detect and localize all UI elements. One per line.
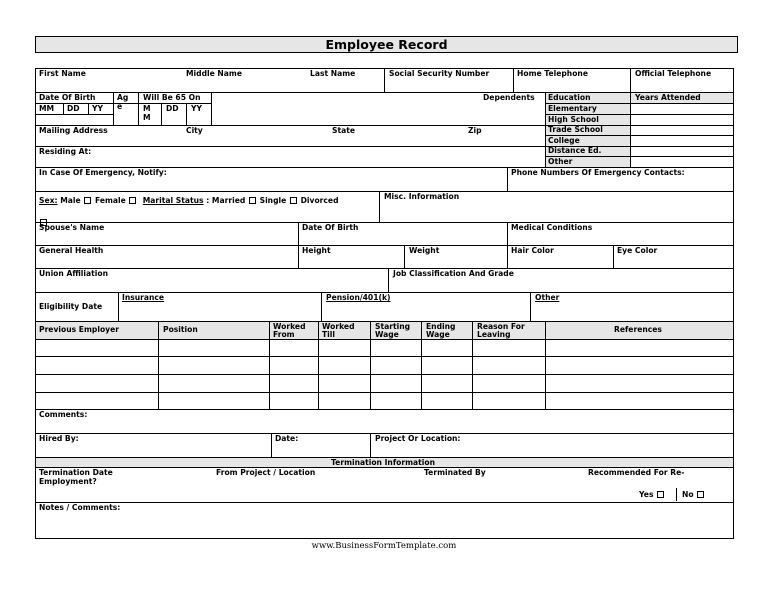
dependents-label: Dependents: [483, 93, 535, 102]
table-header-starting-wage-line2: Wage: [375, 330, 399, 339]
zip-label: Zip: [468, 126, 482, 135]
table-header-previous-employer: Previous Employer: [39, 325, 120, 334]
residing-at-label: Residing At:: [39, 147, 92, 156]
footer-website: www.BusinessFormTemplate.com: [311, 541, 457, 551]
divorced-label: Divorced: [300, 196, 339, 205]
recommended-label: Recommended For Re-: [588, 468, 685, 477]
sex-label: Sex:: [39, 196, 58, 205]
will-be-65-dd-label: DD: [166, 104, 179, 113]
table-header-ending-wage-line1: Ending: [426, 322, 456, 331]
spouse-dob-label: Date Of Birth: [302, 223, 359, 232]
hired-by-label: Hired By:: [39, 434, 79, 443]
table-header-worked-till-line2: Till: [322, 330, 335, 339]
female-checkbox[interactable]: [129, 197, 136, 204]
notes-comments-label: Notes / Comments:: [39, 503, 121, 512]
medical-conditions-label: Medical Conditions: [511, 223, 593, 232]
general-health-label: General Health: [39, 246, 104, 255]
sex-marital-row: [39, 196, 339, 205]
will-be-65-mm-line2: M: [143, 113, 151, 122]
state-label: State: [332, 126, 356, 135]
hire-date-label: Date:: [275, 434, 299, 443]
terminated-by-label: Terminated By: [424, 468, 486, 477]
education-high-school: High School: [548, 115, 599, 124]
table-header-position: Position: [163, 325, 198, 334]
other-label: Other: [535, 293, 560, 302]
emergency-phones-label: Phone Numbers Of Emergency Contacts:: [511, 168, 685, 177]
eligibility-date-label: Eligibility Date: [39, 302, 103, 311]
dob-yy-label: YY: [92, 104, 103, 113]
education-header: Education: [548, 93, 591, 102]
termination-date-label-line2: Employment?: [39, 477, 97, 486]
education-elementary: Elementary: [548, 104, 597, 113]
sex-male-label: Male: [60, 196, 81, 205]
from-project-location-label: From Project / Location: [216, 468, 316, 477]
married-checkbox[interactable]: [249, 197, 256, 204]
comments-label: Comments:: [39, 410, 88, 419]
table-header-worked-from-line2: From: [273, 330, 295, 339]
table-header-reason-line1: Reason For: [477, 322, 525, 331]
weight-label: Weight: [409, 246, 440, 255]
single-checkbox[interactable]: [290, 197, 297, 204]
termination-header: Termination Information: [331, 458, 436, 467]
education-distance-ed: Distance Ed.: [548, 146, 602, 155]
education-college: College: [548, 136, 580, 145]
table-header-ending-wage-line2: Wage: [426, 330, 450, 339]
job-classification-label: Job Classification And Grade: [393, 269, 514, 278]
emergency-notify-label: In Case Of Emergency, Notify:: [39, 168, 167, 177]
will-be-65-mm-line1: M: [143, 104, 151, 113]
dob-label: Date Of Birth: [39, 93, 96, 102]
education-other: Other: [548, 157, 573, 166]
table-header-worked-from-line1: Worked: [273, 322, 306, 331]
dob-dd-label: DD: [67, 104, 80, 113]
home-telephone-label: Home Telephone: [517, 69, 588, 78]
will-be-65-label: Will Be 65 On: [143, 93, 201, 102]
termination-date-label-line1: Termination Date: [39, 468, 113, 477]
project-location-label: Project Or Location:: [375, 434, 461, 443]
pension-label: Pension/401(k): [326, 293, 391, 302]
insurance-label: Insurance: [122, 293, 165, 302]
rehire-no-label: No: [682, 490, 694, 499]
table-header-reason-line2: Leaving: [477, 330, 511, 339]
mailing-address-label: Mailing Address: [39, 126, 108, 135]
rehire-no-checkbox[interactable]: [697, 491, 704, 498]
form-title: Employee Record: [35, 36, 738, 53]
hair-color-label: Hair Color: [511, 246, 554, 255]
rehire-no-group: [682, 490, 705, 499]
city-label: City: [186, 126, 203, 135]
spouse-name-label: Spouse's Name: [39, 223, 105, 232]
official-telephone-label: Official Telephone: [635, 69, 712, 78]
male-checkbox[interactable]: [84, 197, 91, 204]
rehire-yes-group: [639, 490, 665, 499]
height-label: Height: [302, 246, 331, 255]
age-label-line2: e: [117, 102, 123, 111]
middle-name-label: Middle Name: [186, 69, 242, 78]
education-trade-school: Trade School: [548, 125, 603, 134]
first-name-label: First Name: [39, 69, 86, 78]
years-attended-header: Years Attended: [635, 93, 701, 102]
ssn-label: Social Security Number: [389, 69, 490, 78]
sex-female-label: Female: [94, 196, 126, 205]
rehire-yes-checkbox[interactable]: [657, 491, 664, 498]
single-label: Single: [259, 196, 287, 205]
rehire-yes-label: Yes: [639, 490, 654, 499]
married-label: Married: [211, 196, 246, 205]
marital-status-label: Marital Status: [142, 196, 204, 205]
misc-information-label: Misc. Information: [384, 192, 460, 201]
marital-colon: :: [206, 196, 210, 205]
last-name-label: Last Name: [310, 69, 356, 78]
union-affiliation-label: Union Affiliation: [39, 269, 108, 278]
dob-mm-label: MM: [39, 104, 55, 113]
table-header-worked-till-line1: Worked: [322, 322, 355, 331]
age-label-line1: Ag: [117, 93, 129, 102]
table-header-references: References: [614, 325, 662, 334]
table-header-starting-wage-line1: Starting: [375, 322, 411, 331]
eye-color-label: Eye Color: [617, 246, 658, 255]
will-be-65-yy-label: YY: [191, 104, 202, 113]
